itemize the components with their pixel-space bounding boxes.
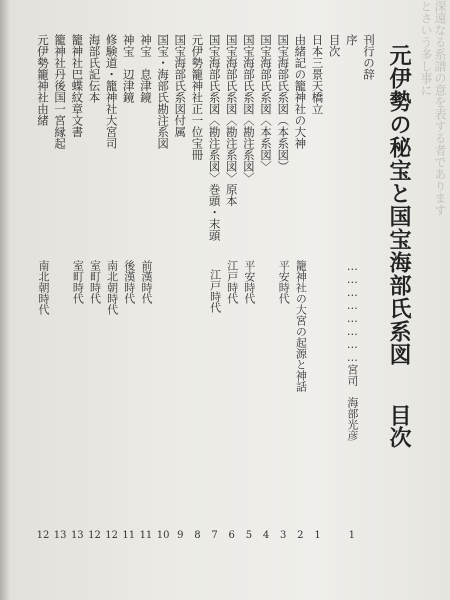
page-number: 6	[228, 530, 235, 541]
entry-title: 国宝海部氏系図〈本系図〉	[259, 34, 274, 172]
section-heading: 目次	[386, 404, 412, 448]
page-number: 9	[177, 530, 184, 541]
page-number: 4	[262, 530, 270, 541]
toc-right-entry	[311, 0, 325, 600]
entry-subtitle: ……………………宮司 海部光彦	[345, 260, 359, 441]
entry-subtitle: 南北朝時代	[105, 260, 119, 315]
entry-title: 目次	[327, 34, 342, 57]
entry-title: 元伊勢籠神社由緒	[36, 34, 50, 126]
toc-right-entry	[156, 0, 170, 600]
page-number: 12	[88, 530, 101, 541]
page-number: 11	[122, 530, 136, 541]
page-number: 10	[156, 530, 170, 541]
entry-subtitle: 江戸時代	[225, 260, 239, 304]
book-title: 元伊勢の秘宝と国宝海部氏系図	[386, 44, 412, 366]
entry-title: 神宝 息津鏡	[138, 34, 153, 103]
page-number: 7	[211, 530, 218, 541]
page-number: 3	[280, 530, 287, 541]
toc-right-entry	[105, 0, 119, 600]
entry-subtitle: 籠神社の大宮の起源と神話	[294, 260, 308, 392]
entry-title: 籠神社巴蝶紋章文書	[70, 34, 85, 138]
bleed-text-2: 深遠なる系譜の意を表する者であります	[433, 0, 447, 216]
entry-subtitle: 室町時代	[88, 260, 102, 304]
page-number: 11	[139, 530, 153, 541]
page-number: 1	[348, 530, 356, 541]
entry-title: 由緒記の籠神社の大神	[293, 34, 308, 149]
page-number: 1	[314, 530, 321, 541]
toc-right-entry	[208, 0, 222, 600]
page-number: 12	[105, 530, 118, 541]
toc-right-entry	[242, 0, 256, 600]
toc-right-entry	[276, 0, 290, 600]
toc-right-entry	[362, 0, 376, 600]
entry-subtitle: 平安時代	[242, 260, 256, 304]
entry-subtitle: 平安時代	[277, 260, 291, 304]
toc-right-entry	[328, 0, 342, 600]
bleed-text-1: とさいう多し事に	[419, 0, 433, 96]
toc-right-entry	[53, 0, 67, 600]
entry-title: 国宝海部氏系図（本系図）	[276, 34, 291, 172]
entry-title: 国宝海部氏系図〈勘注系図〉巻頭・末頭	[207, 34, 222, 241]
entry-title: 籠神社丹後国一宮縁起	[53, 34, 68, 149]
page-number: 12	[36, 530, 50, 541]
entry-title: 修験道・籠神社大宮司	[104, 34, 119, 149]
entry-subtitle: 後漢時代	[122, 260, 136, 304]
page-number: 13	[53, 530, 67, 541]
entry-title: 国宝海部氏系図付属	[173, 34, 188, 138]
entry-title: 国宝海部氏系図〈勘注系図〉原本	[224, 34, 239, 207]
entry-title: 国宝・海部氏勘注系図	[156, 34, 171, 149]
toc-right-entry	[293, 0, 307, 600]
page-number: 8	[194, 530, 201, 541]
entry-subtitle: 室町時代	[71, 260, 85, 304]
toc-right-entry	[259, 0, 273, 600]
entry-subtitle: 南北朝時代	[37, 260, 50, 315]
entry-subtitle: 前漢時代	[139, 260, 153, 304]
entry-title: 元伊勢籠神社正一位宝冊	[190, 34, 205, 161]
entry-title: 神宝 辺津鏡	[121, 34, 136, 103]
toc-right-entry	[190, 0, 204, 600]
page-number: 2	[297, 530, 304, 541]
toc-right-entry	[173, 0, 187, 600]
toc-right-entry	[345, 0, 359, 600]
entry-title: 序	[344, 34, 359, 46]
gutter-shadow	[0, 0, 10, 600]
entry-title: 刊行の辞	[362, 34, 376, 80]
entry-subtitle: 江戸時代	[208, 269, 222, 313]
entry-title: 海部氏記伝本	[87, 34, 102, 103]
toc-right-entry	[70, 0, 84, 600]
toc-right-entry	[139, 0, 153, 600]
toc-right-entry	[225, 0, 239, 600]
toc-right-entry	[36, 0, 50, 600]
page-number: 5	[245, 530, 253, 541]
entry-title: 日本三景天橋立	[310, 34, 325, 115]
toc-right-entry	[87, 0, 101, 600]
toc-right-entry	[122, 0, 136, 600]
entry-title: 国宝海部氏系図〈勘注系図〉	[241, 34, 256, 184]
page-number: 13	[70, 530, 84, 541]
